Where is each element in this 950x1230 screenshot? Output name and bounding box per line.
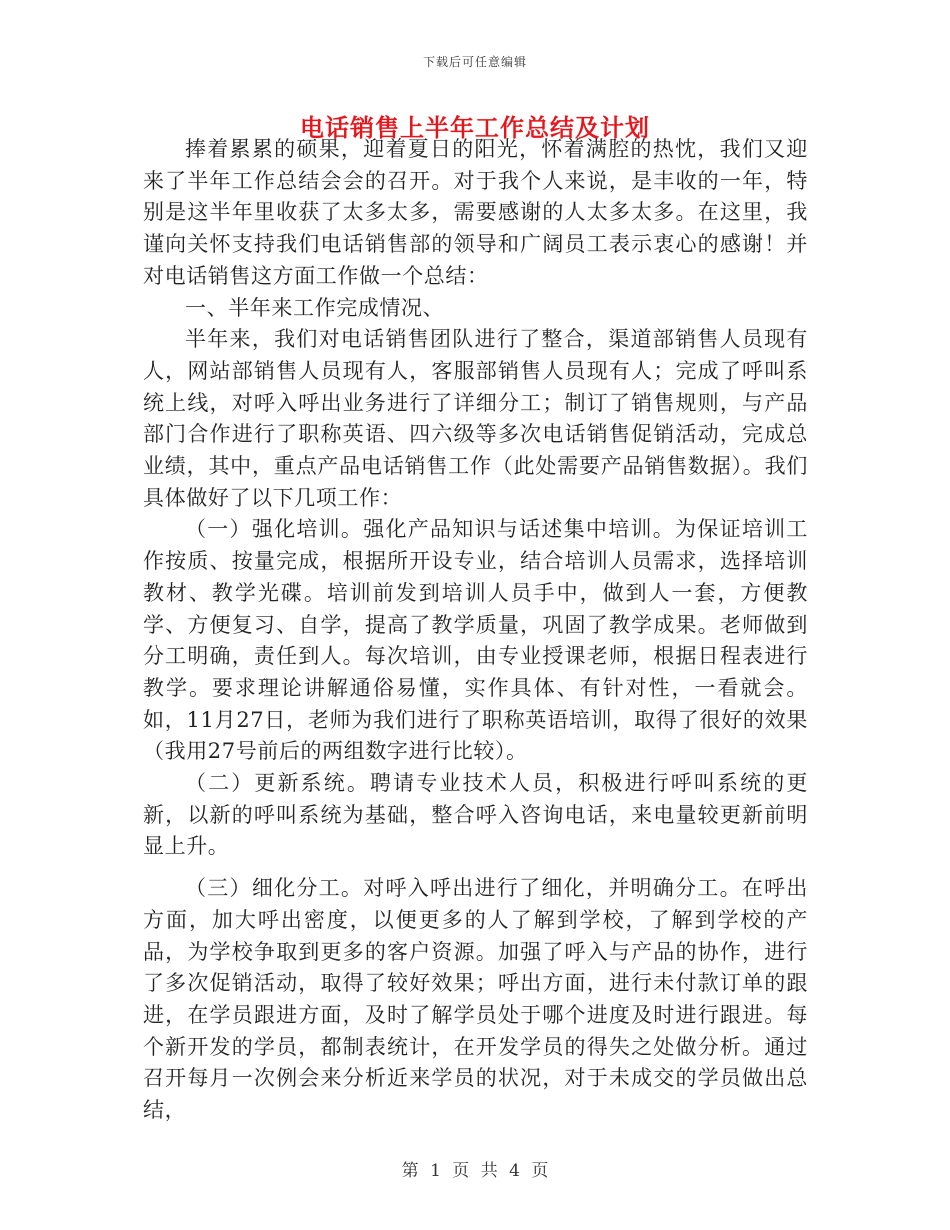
paragraph-intro: 捧着累累的硕果，迎着夏日的阳光，怀着满腔的热忱，我们又迎来了半年工作总结会会的召开。对于我个人来说，是丰收的一年，特别是这半年里收获了太多太多，需要感谢的人太多太多。在这里，我谨向关怀支持我们电话销售部的领导和广阔员工表示衷心的感谢！并对电话销售这方面工作做一个总结：: [143, 137, 808, 288]
paragraph-training: （一）强化培训。强化产品知识与话述集中培训。为保证培训工作按质、按量完成，根据所开设专业，结合培训人员需求，选择培训教材、教学光碟。培训前发到培训人员手中，做到人一套，方便教学、方便复习、自学，提高了教学质量，巩固了教学成果。老师做到分工明确，责任到人。每次培训，由专业授课老师，根据日程表进行教学。要求理论讲解通俗易懂，实作具体、有针对性，一看就会。如，11月27日，老师为我们进行了职称英语培训，取得了很好的效果（我用27号前后的两组数字进行比较）。: [143, 517, 808, 764]
document-body: [143, 134, 808, 1127]
paragraph-division-of-work: （三）细化分工。对呼入呼出进行了细化，并明确分工。在呼出方面，加大呼出密度，以便更多的人了解到学校，了解到学校的产品，为学校争取到更多的客户资源。加强了呼入与产品的协作，进行了多次促销活动，取得了较好效果；呼出方面，进行未付款订单的跟进，在学员跟进方面，及时了解学员处于哪个进度及时进行跟进。每个新开发的学员，都制表统计，在开发学员的得失之处做分析。通过召开每月一次例会来分析近来学员的状况，对于未成交的学员做出总结，: [143, 876, 808, 1123]
paragraph-system-update: （二）更新系统。聘请专业技术人员，积极进行呼叫系统的更新，以新的呼叫系统为基础，整合呼入咨询电话，来电量较更新前明显上升。: [143, 771, 808, 859]
paragraph-overview: 半年来，我们对电话销售团队进行了整合，渠道部销售人员现有人，网站部销售人员现有人，客服部销售人员现有人；完成了呼叫系统上线，对呼入呼出业务进行了详细分工；制订了销售规则，与产品部门合作进行了职称英语、四六级等多次电话销售促销活动，完成总业绩，其中，重点产品电话销售工作（此处需要产品销售数据）。我们具体做好了以下几项工作：: [143, 327, 808, 510]
section-heading-progress: 一、半年来工作完成情况、: [185, 295, 445, 320]
page-header-note: 下载后可任意编辑: [422, 55, 527, 69]
document-title: 电话销售上半年工作总结及计划: [300, 113, 650, 142]
page-number: 第 1 页 共 4 页: [401, 1161, 549, 1181]
